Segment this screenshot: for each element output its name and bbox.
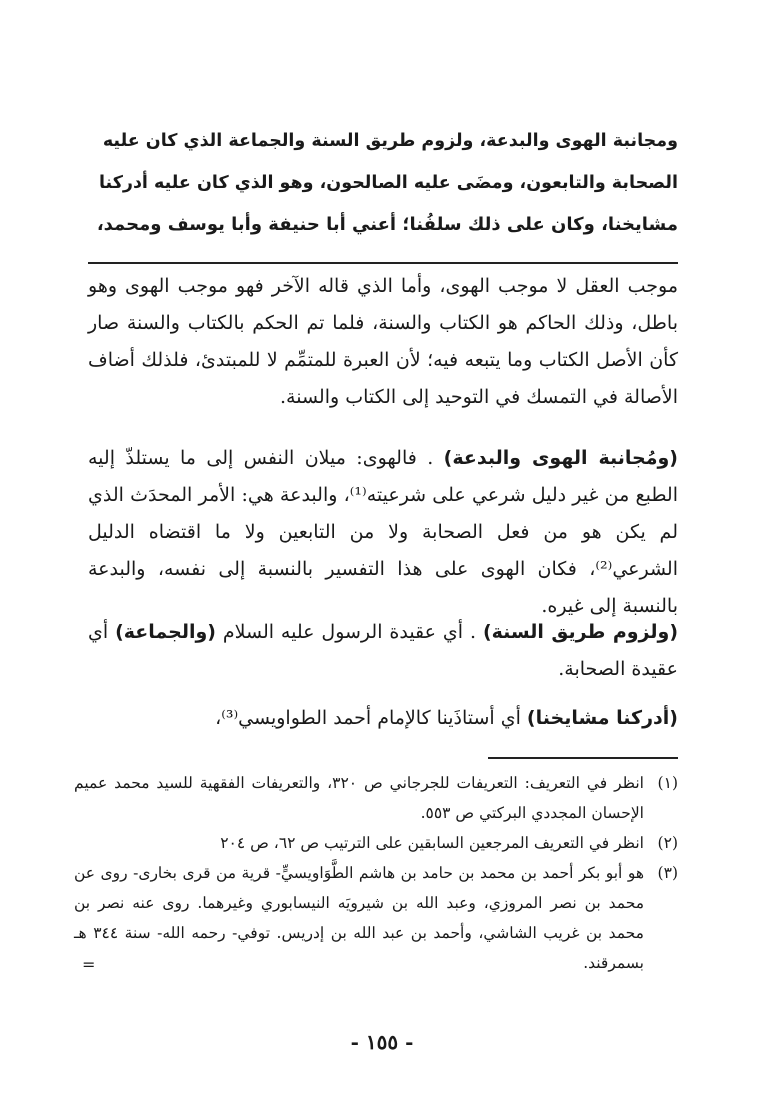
footnote-number: (٢) xyxy=(657,834,678,852)
commentary-paragraph xyxy=(88,440,678,625)
matn-line: مشايخنا، وكان على ذلك سلفُنا؛ أعني أبا حنيفة وأبا يوسف ومحمد، xyxy=(96,214,678,235)
quoted-term: (ولزوم طريق السنة) xyxy=(482,621,679,643)
footnote-number: (١) xyxy=(657,774,678,792)
matn-separator-rule xyxy=(88,262,678,264)
paragraph-text: . فالهوى: ميلان النفس إلى ما يستلذّ إليه الطبع من غير دليل شرعي على شرعيته⁽¹⁾، والبدعة هي: الأمر المحدَث الذي لم يكن هو من فعل الصحابة ولا من التابعين ولا ما اقتضاه الدليل الشرعي⁽²⁾، فكان الهوى على هذا التفسير بالنسبة إلى نفسه، والبدعة بالنسبة إلى غيره. xyxy=(88,447,678,617)
matn-line: ومجانبة الهوى والبدعة، ولزوم طريق السنة والجماعة الذي كان عليه xyxy=(102,131,678,151)
paragraph-text: أي عقيدة الصحابة. xyxy=(88,621,678,680)
continuation-mark: = xyxy=(82,955,96,974)
quoted-term: (ومُجانبة الهوى والبدعة) xyxy=(443,447,678,469)
footnotes xyxy=(74,768,678,978)
footnote-text: انظر في التعريف المرجعين السابقين على الترتيب ص ٦٢، ص ٢٠٤ xyxy=(220,834,644,852)
footnote-text: انظر في التعريف: التعريفات للجرجاني ص ٣٢٠، والتعريفات الفقهية للسيد محمد عميم الإحسان المجددي البركتي ص ٥٥٣. xyxy=(74,774,644,822)
paragraph-text: . أي عقيدة الرسول عليه السلام xyxy=(222,621,477,643)
footnote-text: هو أبو بكر أحمد بن محمد بن حامد بن هاشم الطَّوَاويسيٍّ- قرية من قرى بخارى- روى عن محمد بن نصر المروزي، وعبد الله بن شيرويَه النيسابوري وغيرهما. روى عنه نصر بن محمد بن غريب الشاشي، وأحمد بن عبد الله بن إدريس. توفي- رحمه الله- سنة ٣٤٤ هـ بسمرقند. xyxy=(74,864,644,972)
matn-line: الصحابة والتابعون، ومضَى عليه الصالحون، وهو الذي كان عليه أدركنا xyxy=(98,173,678,193)
footnote xyxy=(74,828,678,858)
paragraph-text: أي أستاذَينا كالإمام أحمد الطواويسي⁽³⁾، xyxy=(215,707,521,729)
matn-text xyxy=(88,120,678,246)
commentary-paragraph xyxy=(88,700,678,737)
footnote xyxy=(74,858,678,978)
commentary-paragraph xyxy=(88,614,678,688)
quoted-term: (والجماعة) xyxy=(115,621,216,643)
footnote-number: (٣) xyxy=(657,864,678,882)
footnote xyxy=(74,768,678,828)
page-number: - ١٥٥ - xyxy=(350,1030,414,1054)
quoted-term: (أدركنا مشايخنا) xyxy=(526,707,678,729)
footnote-separator-rule xyxy=(488,757,678,759)
commentary-paragraph: موجب العقل لا موجب الهوى، وأما الذي قاله الآخر فهو موجب الهوى وهو باطل، وذلك الحاكم هو الكتاب والسنة، فلما تم الحكم بالكتاب والسنة صار كأن الأصل الكتاب وما يتبعه فيه؛ لأن العبرة للمتمِّم لا للمبتدئ، فلذلك أضاف الأصالة في التمسك في التوحيد إلى الكتاب والسنة. xyxy=(88,275,678,408)
